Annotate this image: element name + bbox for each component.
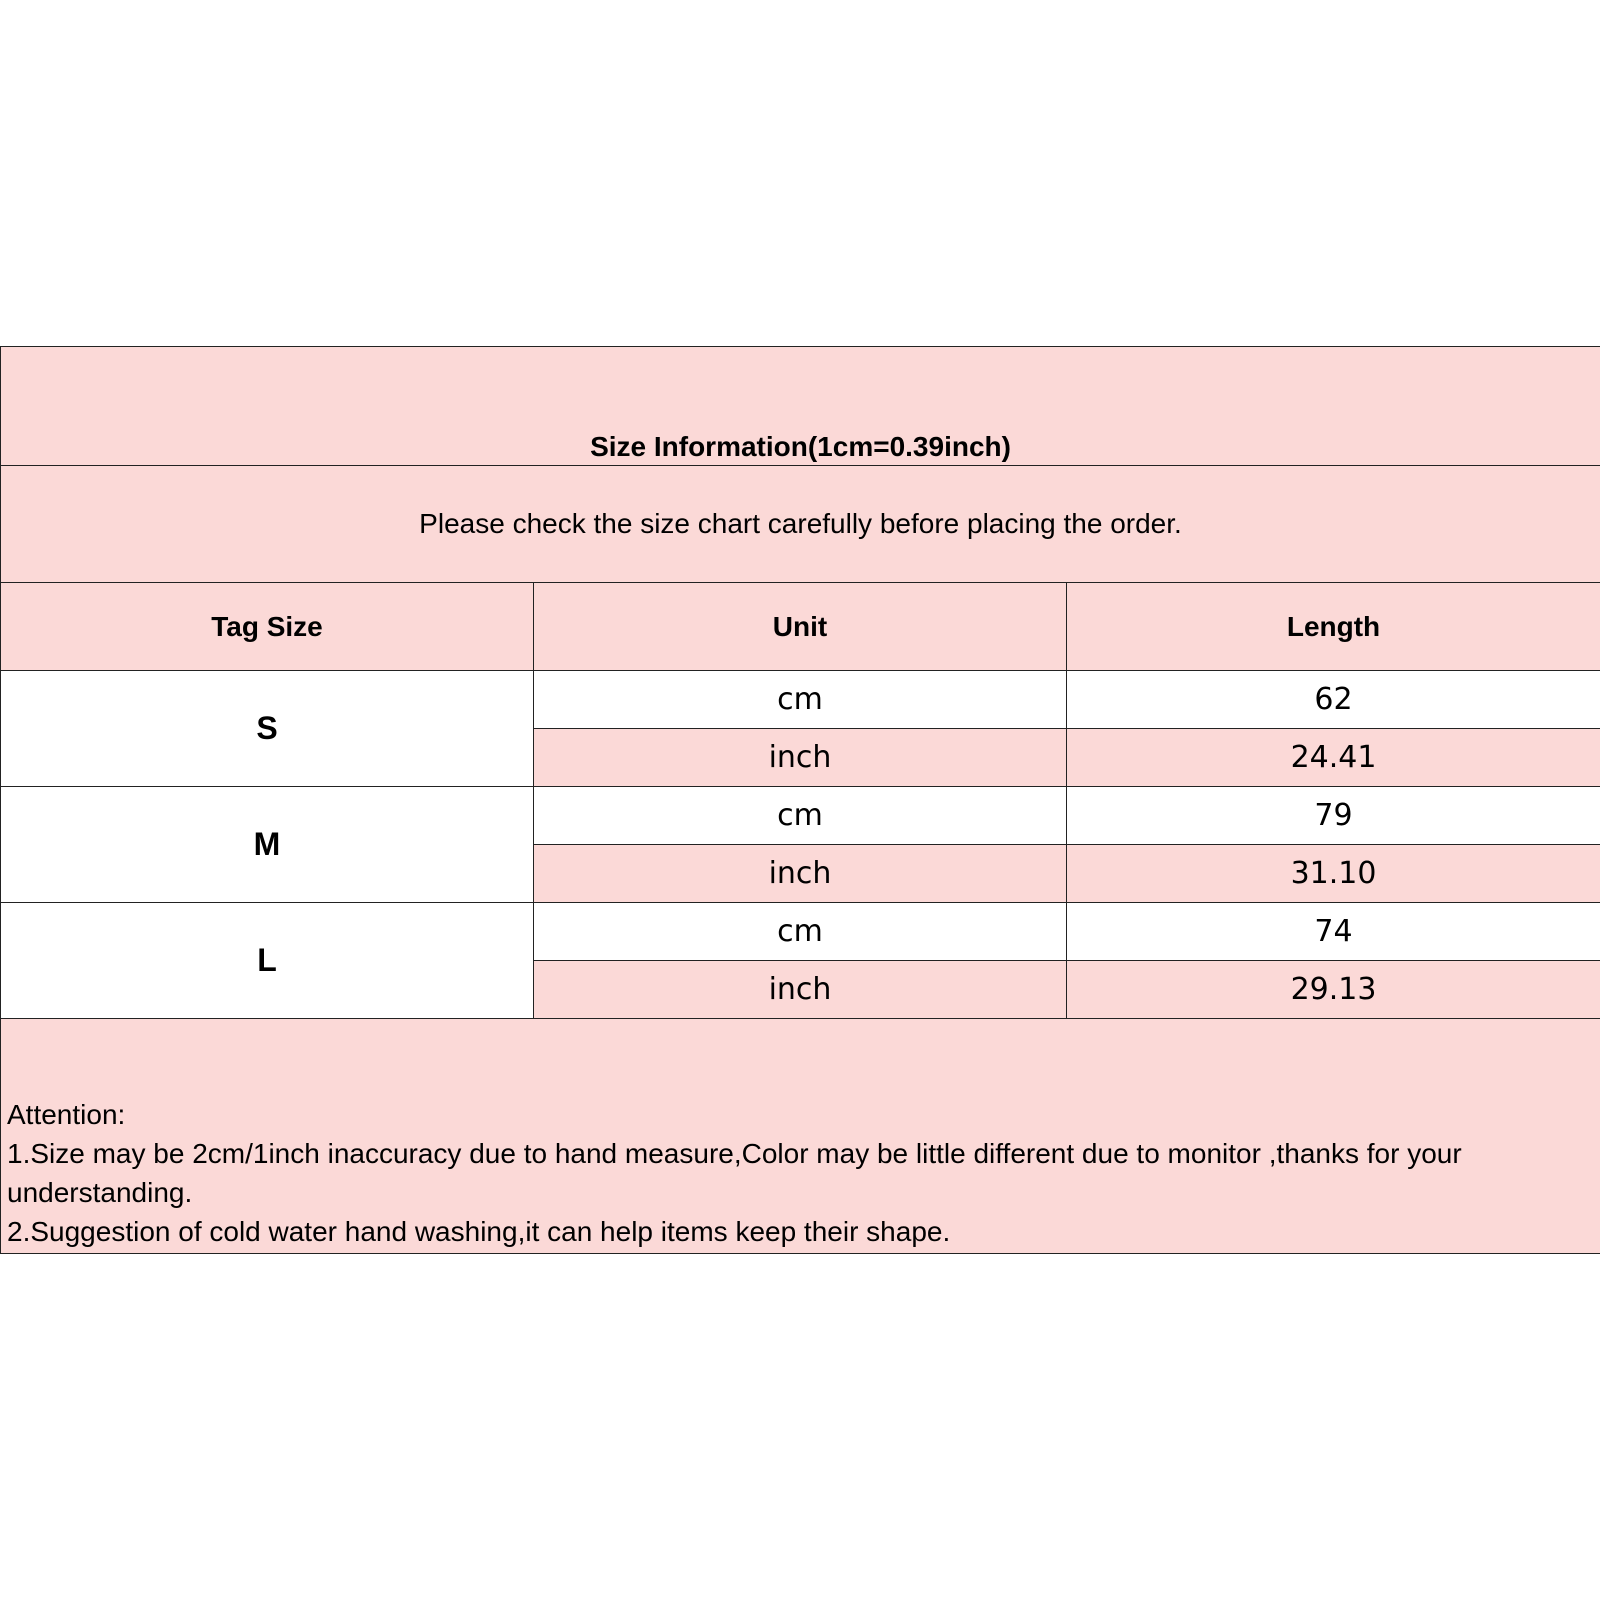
size-chart-table <box>0 346 1600 1254</box>
column-header-tag-size: Tag Size <box>1 583 534 671</box>
tag-size-m: M <box>1 787 534 903</box>
unit-cell: cm <box>534 671 1067 729</box>
length-cell: 29.13 <box>1067 961 1600 1019</box>
length-cell: 74 <box>1067 903 1600 961</box>
unit-cell: inch <box>534 961 1067 1019</box>
length-cell: 24.41 <box>1067 729 1600 787</box>
attention-row <box>1 1019 1600 1254</box>
header-row <box>1 583 1600 671</box>
length-cell: 79 <box>1067 787 1600 845</box>
unit-cell: cm <box>534 787 1067 845</box>
attention-heading: Attention: <box>7 1099 126 1130</box>
title-row <box>1 347 1600 466</box>
unit-cell: cm <box>534 903 1067 961</box>
column-header-unit: Unit <box>534 583 1067 671</box>
attention-line-1: 1.Size may be 2cm/1inch inaccuracy due to hand measure,Color may be little different due to monitor ,thanks for your understanding. <box>7 1138 1462 1208</box>
unit-cell: inch <box>534 729 1067 787</box>
table-row-s-cm <box>1 671 1600 729</box>
table-row-m-cm <box>1 787 1600 845</box>
chart-title: Size Information(1cm=0.39inch) <box>1 347 1600 466</box>
tag-size-l: L <box>1 903 534 1019</box>
attention-block <box>1 1019 1600 1254</box>
table-row-l-cm <box>1 903 1600 961</box>
notice-row <box>1 466 1600 583</box>
unit-cell: inch <box>534 845 1067 903</box>
attention-line-2: 2.Suggestion of cold water hand washing,it can help items keep their shape. <box>7 1216 951 1247</box>
tag-size-s: S <box>1 671 534 787</box>
length-cell: 62 <box>1067 671 1600 729</box>
chart-notice: Please check the size chart carefully before placing the order. <box>1 466 1600 583</box>
length-cell: 31.10 <box>1067 845 1600 903</box>
column-header-length: Length <box>1067 583 1600 671</box>
